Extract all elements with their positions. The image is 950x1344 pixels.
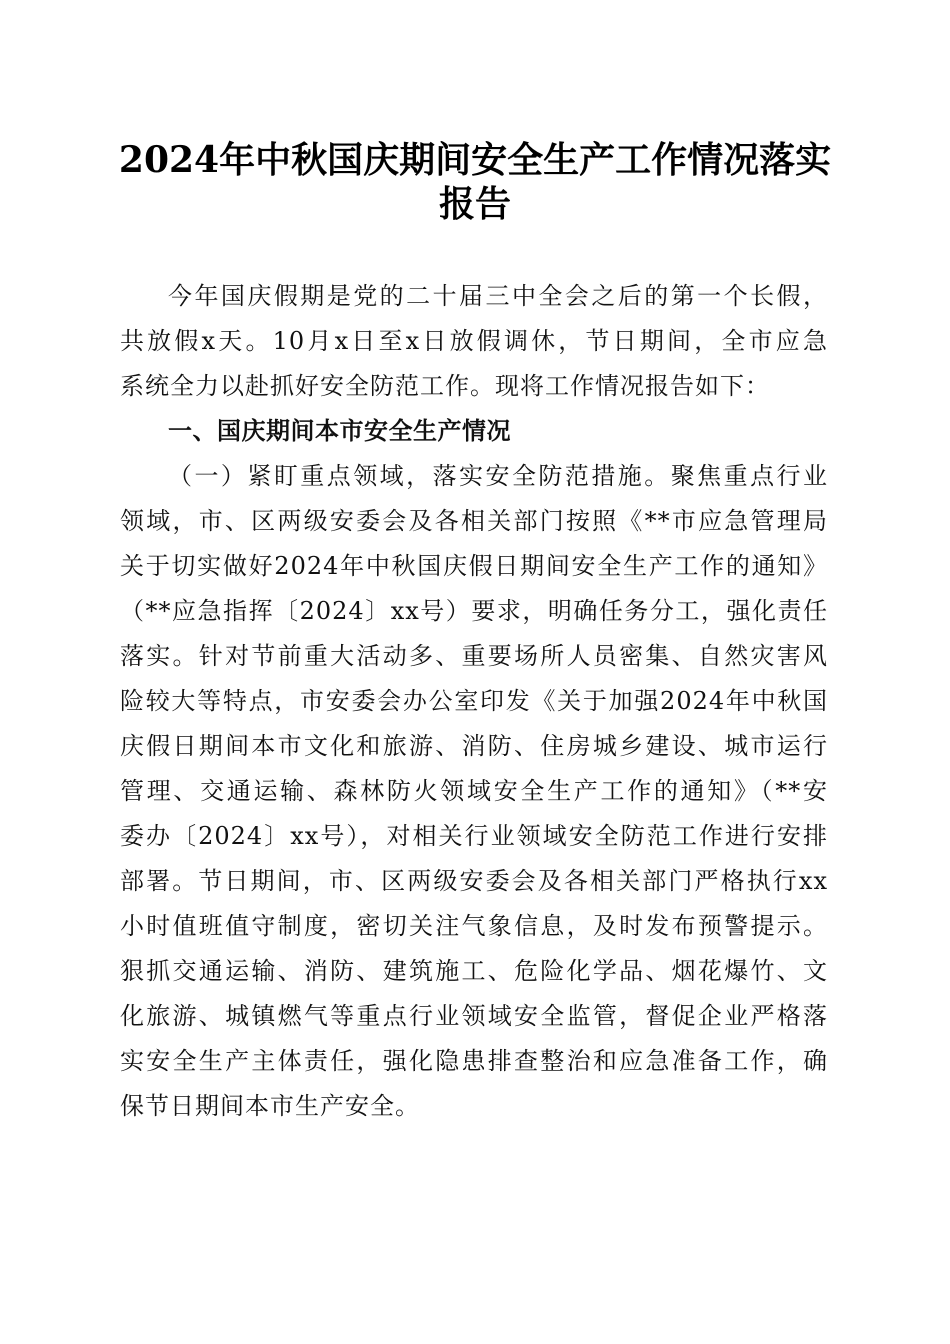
paragraph-line: （一）紧盯重点领域，落实安全防范措施。聚焦重点行业 bbox=[168, 462, 828, 490]
section-heading-text: 一、国庆期间本市安全生产情况 bbox=[168, 417, 511, 445]
paragraph-line: 落实。针对节前重大活动多、重要场所人员密集、自然灾害风 bbox=[120, 642, 828, 670]
paragraph-line: 领域，市、区两级安委会及各相关部门按照《**市应急管理局 bbox=[120, 507, 828, 535]
paragraph-line: 关于切实做好2024年中秋国庆假日期间安全生产工作的通知》 bbox=[120, 552, 828, 580]
section-heading bbox=[120, 409, 828, 454]
paragraph-line: 管理、交通运输、森林防火领域安全生产工作的通知》（**安 bbox=[120, 777, 828, 805]
paragraph-line: 化旅游、城镇燃气等重点行业领域安全监管，督促企业严格落 bbox=[120, 1002, 828, 1030]
body-paragraph bbox=[120, 454, 828, 1129]
title-line: 2024年中秋国庆期间安全生产工作情况落实 bbox=[118, 139, 832, 181]
document-title bbox=[100, 138, 850, 226]
title-line: 报告 bbox=[438, 183, 511, 225]
document-body bbox=[120, 274, 828, 1129]
paragraph-line: 险较大等特点，市安委会办公室印发《关于加强2024年中秋国 bbox=[120, 687, 828, 715]
paragraph-line: 实安全生产主体责任，强化隐患排查整治和应急准备工作，确 bbox=[120, 1047, 828, 1075]
paragraph-line: （**应急指挥〔2024〕xx号）要求，明确任务分工，强化责任 bbox=[120, 597, 828, 625]
paragraph-line: 今年国庆假期是党的二十届三中全会之后的第一个长假， bbox=[168, 282, 828, 310]
paragraph-line: 保节日期间本市生产安全。 bbox=[120, 1092, 420, 1120]
intro-paragraph bbox=[120, 274, 828, 409]
paragraph-line: 部署。节日期间，市、区两级安委会及各相关部门严格执行xx bbox=[120, 867, 828, 895]
paragraph-line: 小时值班值守制度，密切关注气象信息，及时发布预警提示。 bbox=[120, 912, 828, 940]
paragraph-line: 庆假日期间本市文化和旅游、消防、住房城乡建设、城市运行 bbox=[120, 732, 828, 760]
paragraph-line: 系统全力以赴抓好安全防范工作。现将工作情况报告如下： bbox=[120, 372, 770, 400]
paragraph-line: 共放假x天。10月x日至x日放假调休，节日期间，全市应急 bbox=[120, 327, 828, 355]
paragraph-line: 委办〔2024〕xx号），对相关行业领域安全防范工作进行安排 bbox=[120, 822, 828, 850]
paragraph-line: 狠抓交通运输、消防、建筑施工、危险化学品、烟花爆竹、文 bbox=[120, 957, 828, 985]
